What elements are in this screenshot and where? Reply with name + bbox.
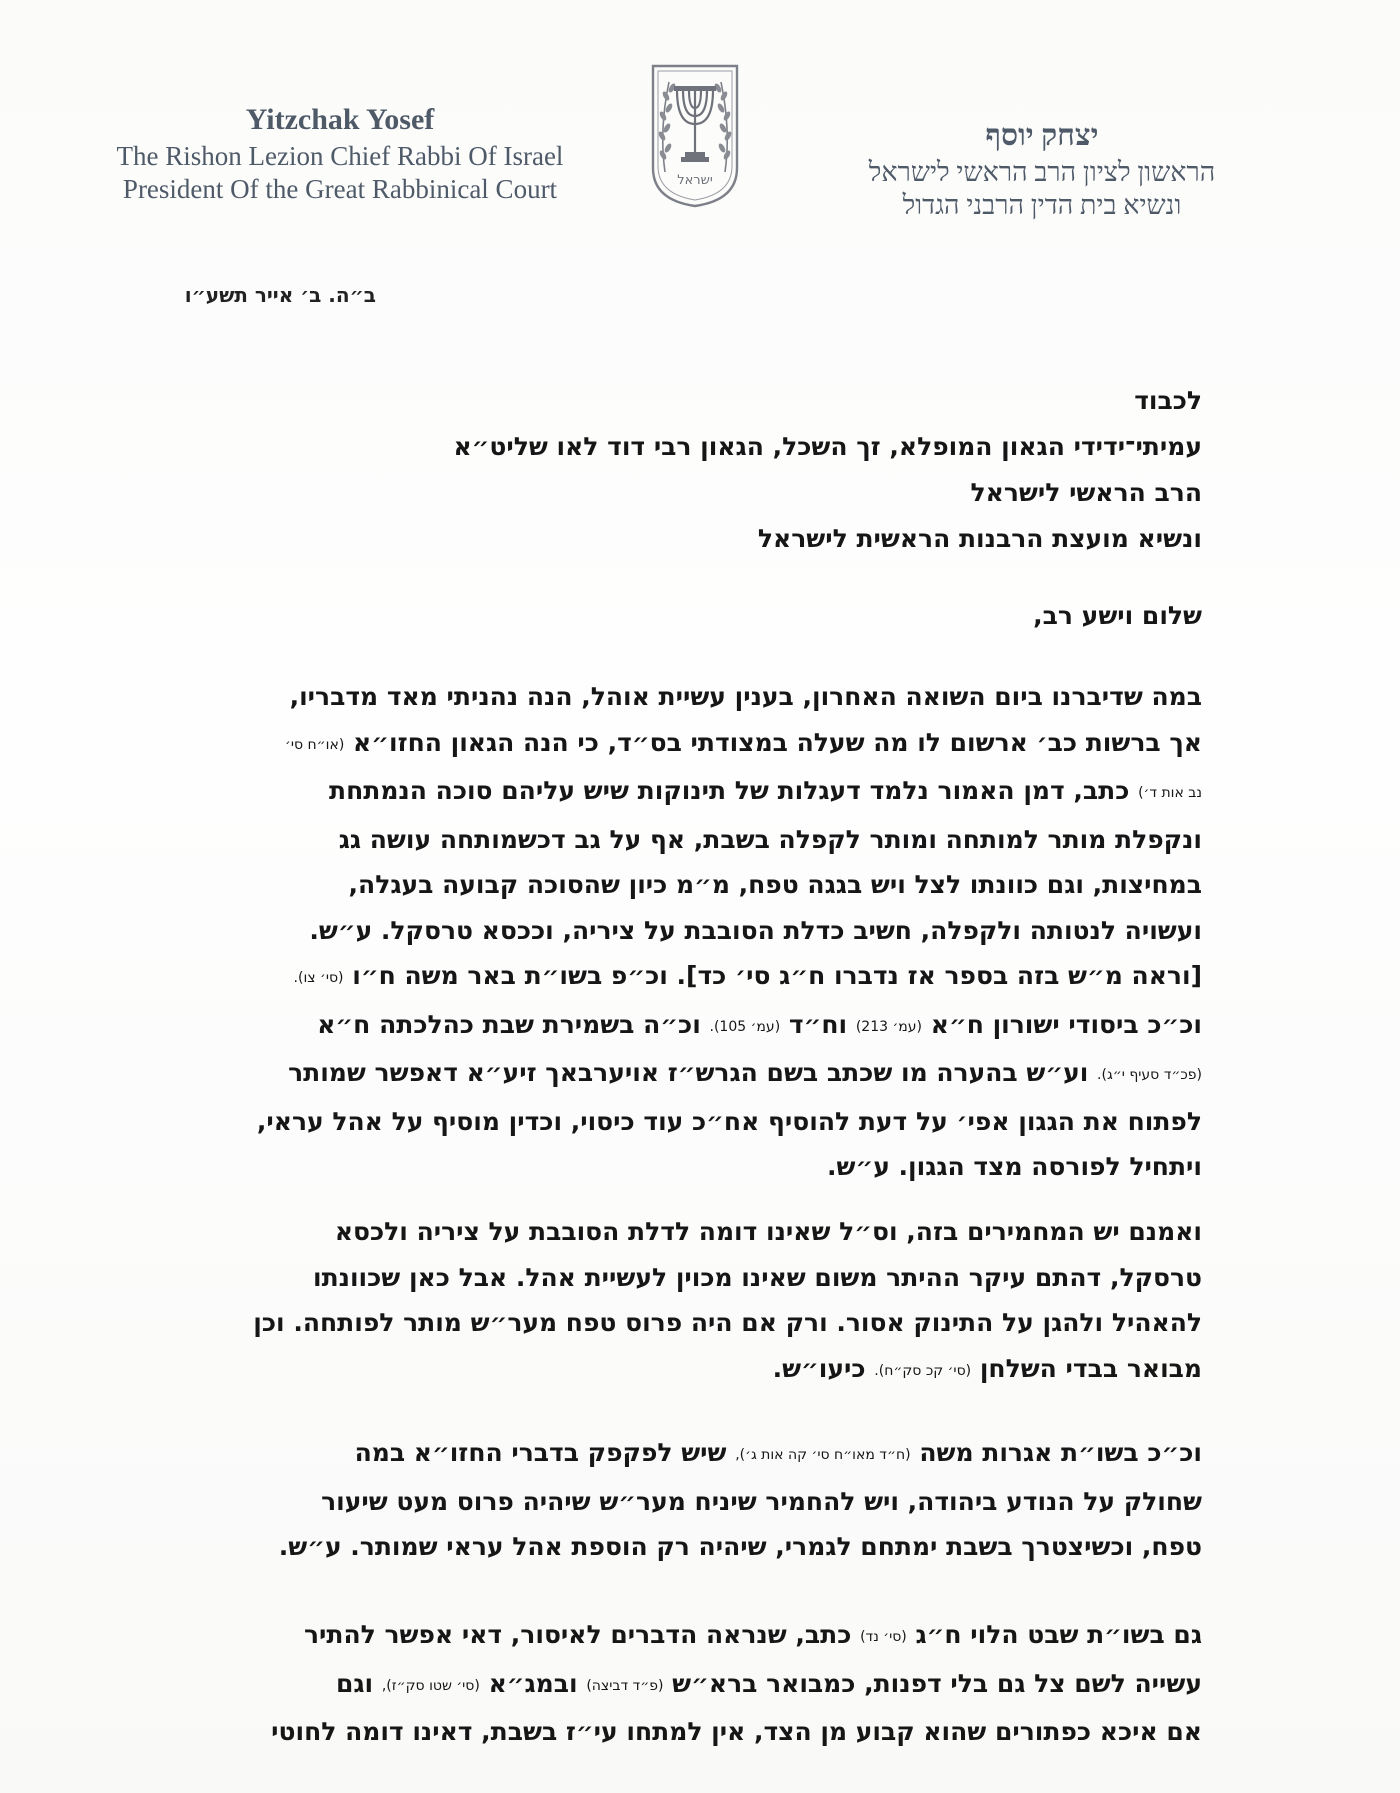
recipient-address [453,378,1202,562]
body-paragraph-2 [196,1209,1202,1394]
text-line: ונקפלת מותר למותחה ומותר לקפלה בשבת, אף על גב דכשמותחה עושה גג [338,824,1202,854]
text-line: להאהיל ולהגן על התינוק אסור. ורק אם היה פרוס טפח מער״ש מותר לפותחה. וכן [253,1308,1202,1337]
text-line: (פכ״ד סעיף י״ג). וע״ש בהערה מו שכתב בשם הגרש״ז אויערבאך זיע״א דאפשר שמותר [288,1058,1202,1087]
body-paragraph-1 [196,674,1202,1190]
text-line: במחיצות, וגם כוונתו לצל ויש בגגה טפח, מ״מ כיון שהסוכה קבועה בעגלה, [348,870,1202,899]
letterhead-hebrew-name: יצחק יוסף [985,119,1099,152]
text-line: ואמנם יש המחמירים בזה, וס״ל שאינו דומה לדלת הסובבת על ציריה ולכסא [334,1217,1202,1246]
citation: (עמ׳ 105). [709,1018,781,1035]
citation: (ח״ד מאו״ח סי׳ קה אות ג׳), [735,1447,911,1463]
body-paragraph-4 [196,1612,1202,1755]
citation: (סי׳ נד) [860,1629,907,1645]
citation: (סי׳ קכ סק״ח). [874,1362,972,1379]
address-line: לכבוד [1134,386,1202,415]
text-line: ועשויה לנטותה ולקפלה, חשיב כדלת הסובבת על ציריה, וככסא טרסקל. ע״ש. [309,915,1202,945]
text-line: עשייה לשם צל גם בלי דפנות, כמבואר ברא״ש (פ״ד דביצה) ובמג״א (סי׳ שטו סק״ז), וגם [335,1668,1202,1698]
state-emblem-icon [645,60,745,210]
text-line: טפח, וכשיצטרך בשבת ימתחם לגמרי, שיהיה רק הוספת אהל עראי שמותר. ע״ש. [278,1532,1202,1561]
citation: (סי׳ צו). [293,970,344,986]
text-line: וכ״כ ביסודי ישורון ח״א (עמ׳ 213) וח״ד (עמ׳ 105). וכ״ה בשמירת שבת כהלכתה ח״א [317,1009,1202,1039]
text-line: לפתוח את הגגון אפי׳ על דעת להוסיף אח״כ עוד כיסוי, וכדין מוסיף על אהל עראי, [256,1106,1202,1136]
text-line: במה שדיברנו ביום השואה האחרון, בענין עשיית אוהל, הנה נהניתי מאד מדבריו, [289,682,1202,711]
letterhead-english-subtitle: President Of the Great Rabbinical Court [122,174,558,204]
letterhead-hebrew-title: הראשון לציון הרב הראשי לישראל [868,157,1216,187]
text-line: מבואר בבדי השלחן (סי׳ קכ סק״ח). כיעו״ש. [772,1353,1202,1383]
text-line: [וראה מ״ש בזה בספר אז נדברו ח״ג סי׳ כד]. וכ״פ בשו״ת באר משה ח״ו (סי׳ צו). [293,961,1202,990]
letterhead-hebrew-subtitle: ונשיא בית הדין הרבני הגדול [902,190,1182,220]
text-line: וכ״כ בשו״ת אגרות משה (ח״ד מאו״ח סי׳ קה אות ג׳), שיש לפקפק בדברי החזו״א במה [354,1438,1202,1467]
citation: (או״ח סי׳ [285,736,345,753]
text-line: ויתחיל לפורסה מצד הגגון. ע״ש. [827,1152,1202,1181]
text-line: נב אות ד׳) כתב, דמן האמור נלמד דעגלות של תינוקות שיש עליהם סוכה הנמתחת [329,776,1202,805]
greeting: שלום וישע רב, [1033,601,1202,630]
text-line: אך ברשות כב׳ ארשום לו מה שעלה במצודתי בס״ד, כי הנה הגאון החזו״א (או״ח סי׳ [285,727,1202,757]
letterhead-english-title: The Rishon Lezion Chief Rabbi Of Israel [116,141,564,171]
letterhead-english [60,100,620,206]
address-line: ונשיא מועצת הרבנות הראשית לישראל [757,524,1202,553]
text-line: טרסקל, דהתם עיקר ההיתר משום שאינו מכוין לעשיית אהל. אבל כאן שכוונתו [312,1262,1202,1292]
letterhead-english-name: Yitzchak Yosef [245,103,435,136]
citation: (סי׳ שטו סק״ז), [381,1677,480,1694]
text-line: אם איכא כפתורים שהוא קבוע מן הצד, אין למתחו עי״ז בשבת, דאינו דומה לחוטי [271,1717,1202,1746]
address-line: עמיתי־ידידי הגאון המופלא, זך השכל, הגאון רבי דוד לאו שליט״א [453,432,1202,461]
letterhead-hebrew [802,116,1282,222]
text-line: שחולק על הנודע ביהודה, ויש להחמיר שיניח מער״ש שיהיה פרוס מעט שיעור [321,1486,1202,1516]
citation: (פכ״ד סעיף י״ג). [1097,1067,1202,1083]
citation: (עמ׳ 213) [855,1018,923,1035]
text-line: גם בשו״ת שבט הלוי ח״ג (סי׳ נד) כתב, שנראה הדברים לאיסור, דאי אפשר להתיר [304,1620,1202,1649]
emblem-text: ישראל [677,173,713,188]
citation: נב אות ד׳) [1138,785,1202,801]
letter-date: ב״ה. ב׳ אייר תשע״ו [184,283,376,307]
address-line: הרב הראשי לישראל [970,478,1202,507]
citation: (פ״ד דביצה) [586,1677,664,1694]
body-paragraph-3 [196,1430,1202,1570]
